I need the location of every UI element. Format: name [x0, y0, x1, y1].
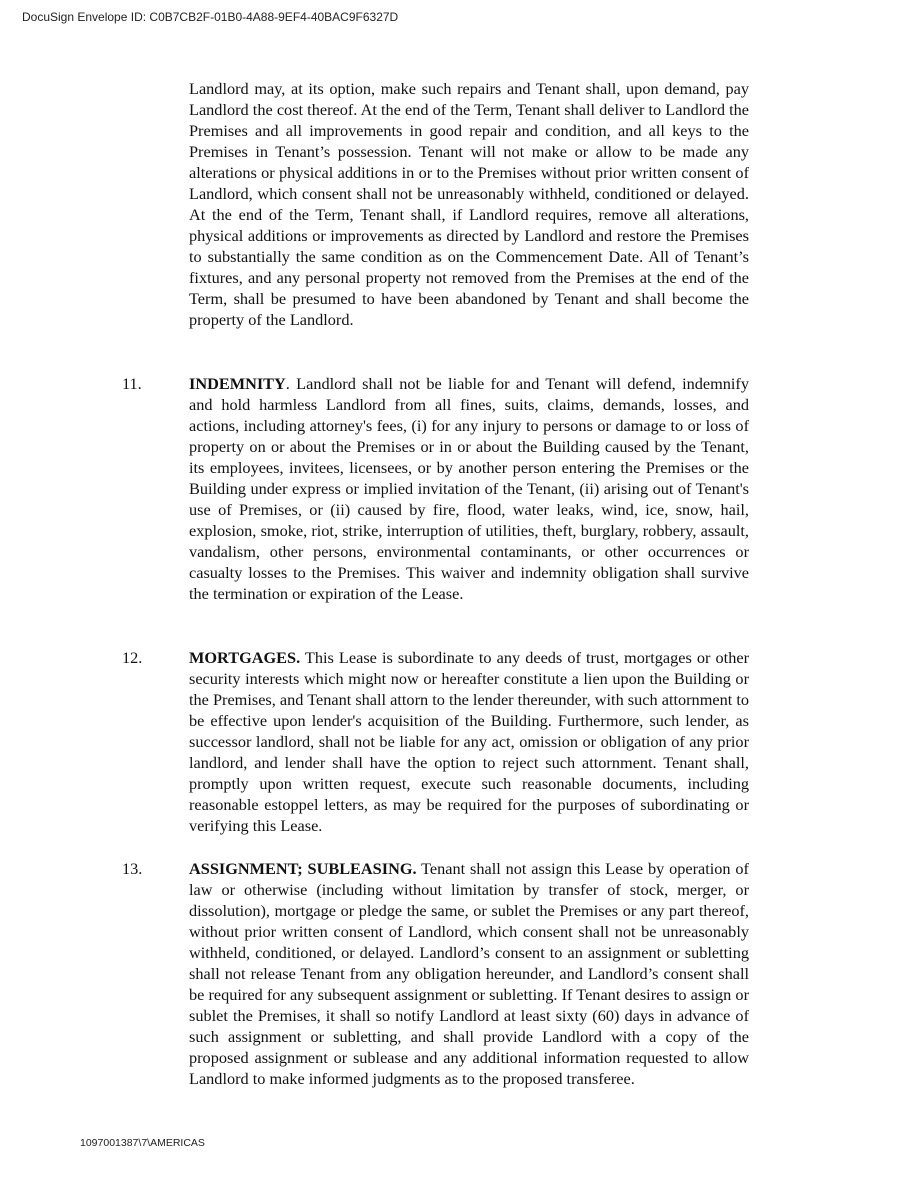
section-11-paragraph — [189, 373, 749, 604]
section-12-paragraph — [189, 647, 749, 836]
section-12-number: 12. — [122, 648, 143, 667]
section-11-number: 11. — [122, 374, 142, 393]
section-13-number: 13. — [122, 859, 143, 878]
section-13-heading: ASSIGNMENT; SUBLEASING. — [189, 859, 417, 878]
continuation-paragraph: Landlord may, at its option, make such repairs and Tenant shall, upon demand, pay Landlord the cost thereof. At the end of the Term, Tenant shall deliver to Landlord the Premises and all improvements in good repair and condition, and all keys to the Premises in Tenant’s possession. Tenant will not make or allow to be made any alterations or physical additions in or to the Premises without prior written consent of Landlord, which consent shall not be unreasonably withheld, conditioned or delayed. At the end of the Term, Tenant shall, if Landlord requires, remove all alterations, physical additions or improvements as directed by Landlord and restore the Premises to substantially the same condition as on the Commencement Date. All of Tenant’s fixtures, and any personal property not removed from the Premises at the end of the Term, shall be presumed to have been abandoned by Tenant and shall become the property of the Landlord. — [189, 79, 749, 329]
section-11-heading: INDEMNITY — [189, 374, 286, 393]
footer-doc-id: 1097001387\7\AMERICAS — [80, 1137, 205, 1149]
section-13-text: Tenant shall not assign this Lease by operation of law or otherwise (including without limitation by transfer of stock, merger, or dissolution), mortgage or pledge the same, or sublet the Premises or any part thereof, without prior written consent of Landlord, which consent shall not be unreasonably withheld, conditioned, or delayed. Landlord’s consent to an assignment or subletting shall not release Tenant from any obligation hereunder, and Landlord’s consent shall be required for any subsequent assignment or subletting. If Tenant desires to assign or sublet the Premises, it shall so notify Landlord at least sixty (60) days in advance of such assignment or subletting, and shall provide Landlord with a copy of the proposed assignment or sublease and any additional information requested to allow Landlord to make informed judgments as to the proposed transferee. — [189, 859, 749, 1088]
envelope-id: DocuSign Envelope ID: C0B7CB2F-01B0-4A88-9EF4-40BAC9F6327D — [22, 10, 399, 24]
section-11-text: . Landlord shall not be liable for and Tenant will defend, indemnify and hold harmless Landlord from all fines, suits, claims, demands, losses, and actions, including attorney's fees, (i) for any injury to persons or damage to or loss of property on or about the Premises or in or about the Building caused by the Tenant, its employees, invitees, licensees, or by another person entering the Premises or the Building under express or implied invitation of the Tenant, (ii) arising out of Tenant's use of Premises, or (ii) caused by fire, flood, water leaks, wind, ice, snow, hail, explosion, smoke, riot, strike, interruption of utilities, theft, burglary, robbery, assault, vandalism, other persons, environmental contaminants, or other occurrences or casualty losses to the Premises. This waiver and indemnity obligation shall survive the termination or expiration of the Lease. — [189, 374, 749, 603]
section-13-paragraph — [189, 858, 749, 1089]
section-12-heading: MORTGAGES. — [189, 648, 301, 667]
section-12-text: This Lease is subordinate to any deeds of trust, mortgages or other security interests which might now or hereafter constitute a lien upon the Building or the Premises, and Tenant shall attorn to the lender thereunder, with such attornment to be effective upon lender's acquisition of the Building. Furthermore, such lender, as successor landlord, shall not be liable for any act, omission or obligation of any prior landlord, and lender shall have the option to reject such attornment. Tenant shall, promptly upon written request, execute such reasonable documents, including reasonable estoppel letters, as may be required for the purposes of subordinating or verifying this Lease. — [189, 648, 749, 835]
